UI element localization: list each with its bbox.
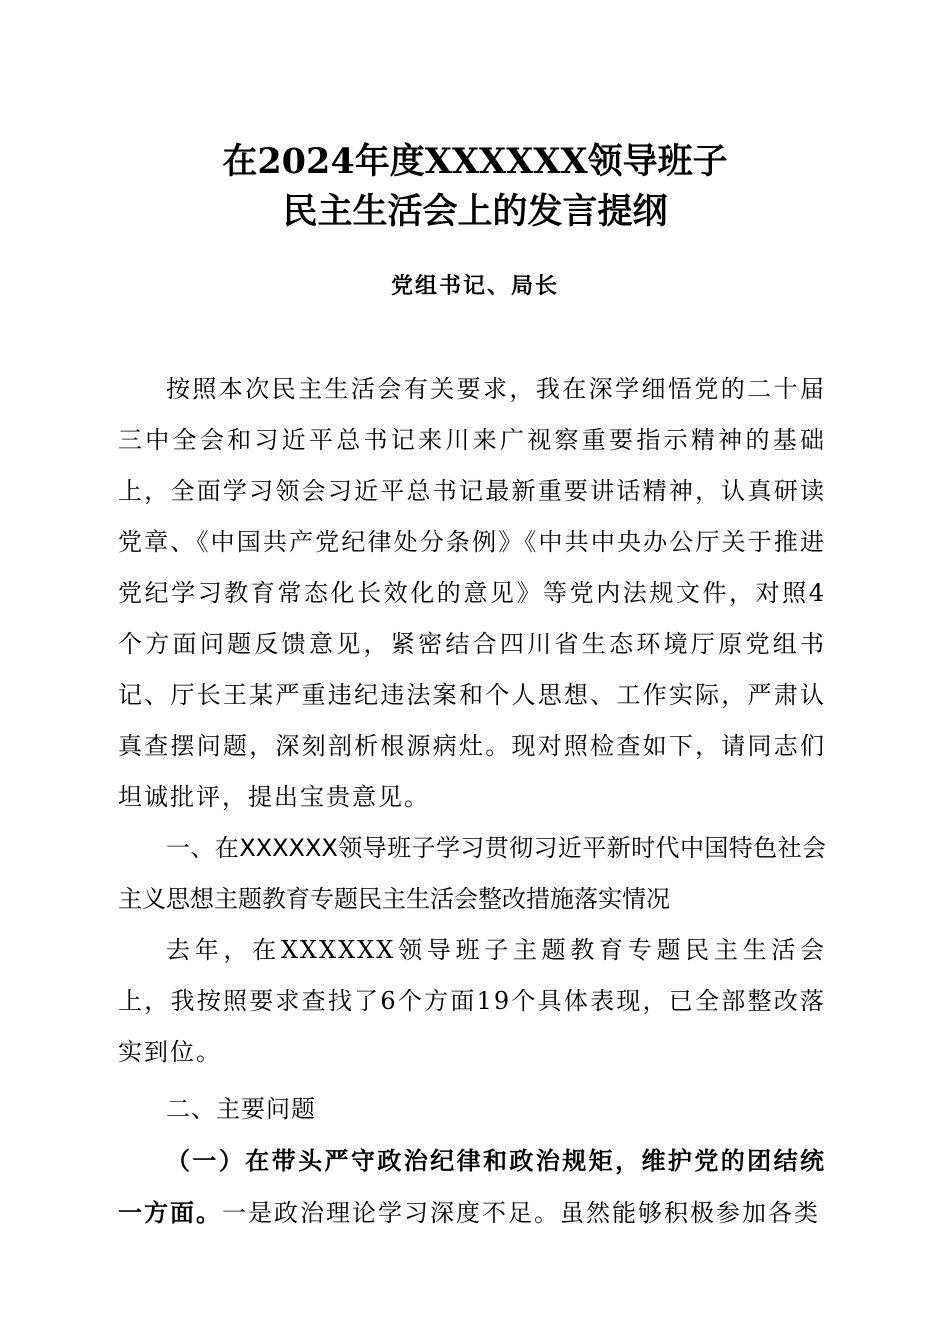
document-title-line1: 在2024年度XXXXXX领导班子: [222, 141, 728, 182]
section-heading-2: 二、主要问题: [166, 1095, 316, 1123]
paragraph-issue-1: [118, 1135, 826, 1239]
issue-1-text: 一是政治理论学习深度不足。虽然能够积极参加各类: [222, 1199, 820, 1227]
paragraph-intro: 按照本次民主生活会有关要求，我在深学细悟党的二十届三中全会和习近平总书记来川来广视察重要指示精神的基础上，全面学习领会习近平总书记最新重要讲话精神，认真研读党章、《中国共产党纪律处分条例》《中共中央办公厅关于推进党纪学习教育常态化长效化的意见》等党内法规文件，对照4个方面问题反馈意见，紧密结合四川省生态环境厅原党组书记、厅长王某严重违纪违法案和个人思想、工作实际，严肃认真查摆问题，深刻剖析根源病灶。现对照检查如下，请同志们坦诚批评，提出宝贵意见。: [118, 375, 826, 811]
paragraph-rectification: 去年，在XXXXXX领导班子主题教育专题民主生活会上，我按照要求查找了6个方面19个具体表现，已全部整改落实到位。: [118, 936, 826, 1066]
issue-1-heading: （一）在带头严守政治纪律和政治规矩，维护党的团结统一方面。: [118, 1146, 826, 1227]
section-heading-1: 一、在XXXXXX领导班子学习贯彻习近平新时代中国特色社会主义思想主题教育专题民主生活会整改措施落实情况: [118, 834, 826, 913]
document-author: 党组书记、局长: [390, 273, 559, 299]
document-body: [118, 364, 826, 1239]
document-title-line2: 民主生活会上的发言提纲: [282, 191, 668, 232]
